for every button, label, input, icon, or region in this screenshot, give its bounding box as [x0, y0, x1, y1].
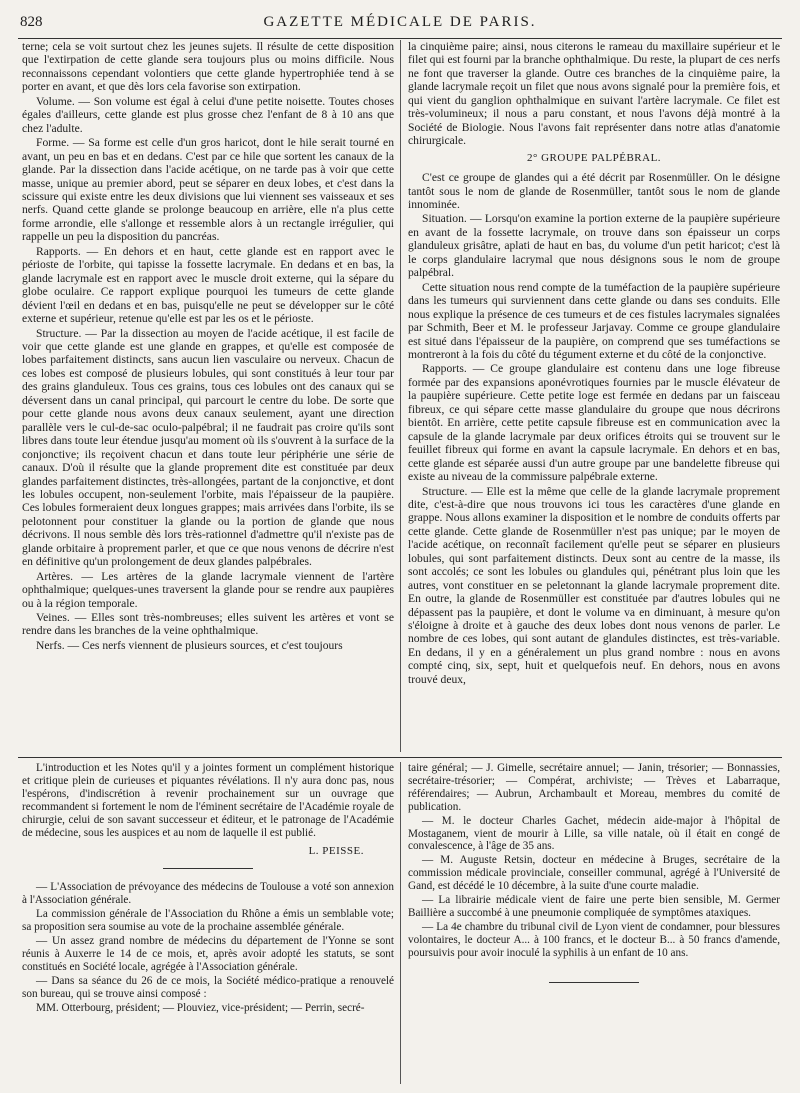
news-item: — La 4e chambre du tribunal civil de Lyon vient de condamner, pour blessures volontaires, le docteur A... à 100 francs, et le docteur B... à 50 francs d'amende, poursuivis pour avoir inoculé la syphilis à un enfant de 10 ans.: [408, 920, 780, 959]
paragraph: Veines. — Elles sont très-nombreuses; elles suivent les artères et vont se rendre dans les branches de la veine ophthalmique.: [22, 611, 394, 638]
paragraph: Rapports. — En dehors et en haut, cette glande est en rapport avec le périoste de l'orbite, qui tapisse la fossette lacrymale. En dedans et en bas, la glande lacrymale est en rapport avec le muscle droit externe, qui la sépare du globe oculaire. Ce rapport explique pourquoi les tumeurs de cette glande dévient l'œil en dedans et en bas, puisqu'elle ne peut se développer sur le côté externe et supérieur, retenue qu'elle est par les os et le périoste.: [22, 244, 394, 326]
paragraph: C'est ce groupe de glandes qui a été décrit par Rosenmüller. On le désigne tantôt sous le nom de glande de Rosenmüller, tantôt sous le nom de glande innominée.: [408, 171, 780, 211]
paragraph: la cinquième paire; ainsi, nous citerons le rameau du maxillaire supérieur et le filet qui est fourni par la branche ophthalmique. Du reste, la plupart de ces nerfs ne font que traverser la glande. Outre ces branches de la cinquième paire, la glande lacrymale reçoit un filet que nous avons signalé pour la première fois, et qui vient du ganglion ophthalmique en suivant l'artère lacrymale. Ce filet est très-volumineux; il nous a paru constant, et nous l'avons déjà montré à la Société de Biologie. Nous l'avons fait représenter dans notre atlas d'anatomie chirurgicale.: [408, 40, 780, 148]
paragraph: Structure. — Par la dissection au moyen de l'acide acétique, il est facile de voir que cette glande est une glande en grappes, et qu'elle est composée de lobes parfaitement distincts, sans aucun lien vasculaire ou nerveux. Chacun de ces lobes est composé de plusieurs lobules, qui sont constitués à leur tour par des grains glanduleux. Tous ces grains, tous ces lobules ont des canaux qui se déversent dans un canal principal, qui parcourt le centre du lobe. De sorte que pour cette glande nous avons deux canaux seulement, ayant une direction parallèle vers le cul-de-sac oculo-palpébral; il ne faudrait pas croire qu'ils sont libres dans toute leur étendue jusqu'au moment où ils s'ouvrent à la surface de la conjonctive; ils reçoivent chacun et dans toute leur périphérie une série de canaux. D'où il résulte que la glande proprement dite est constituée par deux glandes parfaitement distinctes, très-allongées, partant de la conjonctive, et dont les lobules occupent, non-seulement l'orbite, mais l'épaisseur de la paupière. Ces lobules formeraient deux longues grappes; mais arrivées dans l'orbite, ils se pelotonnent pour constituer la glande ou la portion de glande que nous décrivons. Il nous semble dès lors très-rationnel d'admettre qu'il n'existe pas de glande orbitaire à proprement parler, et que ce que nous venons de décrire n'est en définitive qu'un prolongement de deux glandes palpébrales.: [22, 326, 394, 569]
paragraph: L'introduction et les Notes qu'il y a jointes forment un complément historique et critique plein de curieuses et piquantes révélations. Il n'y aura donc pas, nous l'espérons, d'indiscrétion à revenir prochainement sur un ouvrage que recommandent si fortement le nom de l'éminent secrétaire de l'Académie royale de chirurgie, celui de son savant successeur et éditeur, et le patronage de l'Académie de médecine, sous les auspices et au nom de laquelle il est publié.: [22, 762, 394, 839]
right-column-article: [408, 40, 780, 756]
news-item: — M. Auguste Retsin, docteur en médecine à Bruges, secrétaire de la commission médicale provinciale, conseiller communal, agrégé à l'Université de Gand, est décédé le 10 décembre, à la suite d'une courte maladie.: [408, 854, 780, 893]
paragraph: Cette situation nous rend compte de la tuméfaction de la paupière supérieure dans les tumeurs qui surviennent dans cette glande ou dans ses conduits. Elle nous explique la présence de ces tumeurs et de ces fistules lacrymales signalées par Schmith, Beer et M. le professeur Jarjavay. Comme ce groupe glandulaire est situé dans l'épaisseur de la paupière, on comprend que ses tuméfactions se montreront à la fois du côté du tégument externe et du côté de la conjonctive.: [408, 280, 780, 361]
column-divider: [400, 762, 401, 1084]
news-item: taire général; — J. Gimelle, secrétaire annuel; — Janin, trésorier; — Bonnassies, secrétaire-trésorier; — Compérat, archiviste; — Trèves et Labarraque, référendaires; — Aubrun, Archambault et Moreau, membres du comité de publication.: [408, 762, 780, 813]
paragraph: Nerfs. — Ces nerfs viennent de plusieurs sources, et c'est toujours: [36, 638, 343, 652]
paragraph: Situation. — Lorsqu'on examine la portion externe de la paupière supérieure en avant de la fossette lacrymale, on trouve dans son épaisseur un corps glanduleux grisâtre, aplati de haut en bas, du volume d'un petit haricot; c'est là le corps glandulaire lacrymal que nous désignons sous le nom de groupe palpébral.: [408, 212, 780, 280]
separator-rule: [163, 868, 253, 869]
paragraph: Artères. — Les artères de la glande lacrymale viennent de l'artère ophthalmique; quelques-unes traversent la glande pour se rendre aux paupières ou à la région temporale.: [22, 569, 394, 610]
feuilleton-rule: [18, 757, 782, 758]
news-item: MM. Otterbourg, président; — Plouviez, vice-président; — Perrin, secré-: [36, 1001, 365, 1014]
news-item: — M. le docteur Charles Gachet, médecin aide-major à l'hôpital de Mostaganem, vient de mourir à Lille, sa ville natale, où il était en congé de convalescence, à l'âge de 35 ans.: [408, 814, 780, 853]
page-number: 828: [20, 14, 43, 30]
left-column-news: [22, 762, 394, 1082]
right-column-news: [408, 762, 780, 1082]
news-item: — Dans sa séance du 26 de ce mois, la Société médico-pratique a renouvelé son bureau, qui se trouve ainsi composé :: [22, 974, 394, 1000]
author-signature: L. PEISSE.: [308, 845, 364, 858]
section-heading: 2° GROUPE PALPÉBRAL.: [526, 151, 662, 164]
paragraph: Volume. — Son volume est égal à celui d'une petite noisette. Toutes choses égales d'ailleurs, cette glande est plus grosse chez l'enfant de 8 à 10 ans que chez l'adulte.: [22, 94, 394, 135]
news-item: La commission générale de l'Association du Rhône a émis un semblable vote; sa proposition sera soumise au vote de la prochaine assemblée générale.: [22, 908, 394, 934]
news-item: — Un assez grand nombre de médecins du département de l'Yonne se sont réunis à Auxerre le 14 de ce mois, et, après avoir adopté les statuts, se sont constitués en Société locale, agrégée à l'Association générale.: [22, 934, 394, 973]
news-item: — L'Association de prévoyance des médecins de Toulouse a voté son annexion à l'Association générale.: [22, 881, 394, 907]
paragraph: Structure. — Elle est la même que celle de la glande lacrymale proprement dite, c'est-à-dire que nous trouvons ici tous les caractères d'une glande en grappe. Nous allons examiner la disposition et le nombre de conduits offerts par cette glande. Cette glande de Rosenmüller n'est pas unique; par le moyen de l'acide acétique, on reconnaît facilement qu'elle peut se séparer en plusieurs lobules, qui sont parfaitement distincts. Deux sont au centre de la masse, ils sont accolés; ce sont les lobules ou glandules qui, pénétrant plus loin que les autres, vont constituer en se peletonnant la glande lacrymale proprement dite. En outre, la glande de Rosenmüller est constituée par d'autres lobules qui ne dépassent pas la paupière, et dont le volume va en diminuant, à mesure qu'on s'éloigne à droite et à gauche des deux lobes dont nous venons de parler. Le nombre de ces lobes, qui sont autant de glandules distinctes, est très-variable. En dedans, il y en a généralement un plus grand nombre : nous en avons compté cinq, six, sept, huit et quelquefois neuf. En dehors, nous en avons trouvé deux,: [408, 484, 780, 686]
paragraph: terne; cela se voit surtout chez les jeunes sujets. Il résulte de cette disposition que l'extirpation de cette glande sera toujours plus ou moins difficile. Nous reconnaissons cependant volontiers que cette glande hypertrophiée tend à se porter en avant, et que dès lors cela favorise son extirpation.: [22, 40, 394, 94]
separator-rule: [549, 982, 639, 983]
left-column-article: [22, 40, 394, 756]
header-rule: [18, 38, 782, 39]
page-header: [20, 14, 780, 36]
paragraph: Rapports. — Ce groupe glandulaire est contenu dans une loge fibreuse formée par des expansions aponévrotiques fournies par le muscle élévateur de la paupière supérieure. Cette petite loge est fermée en dedans par un faisceau fibreux, ce qui sépare cette masse glandulaire du groupe que nous décrirons bientôt. En arrière, cette petite capsule fibreuse est en communication avec la capsule de la glande lacrymale par deux orifices étroits qui se trouvent sur le feuillet fibreux qui forme en avant la capsule lacrymale. En dehors et en bas, cette glande est séparée aussi d'un autre groupe par une bandelette fibreuse qui existe au niveau de la commissure palpébrale externe.: [408, 362, 780, 484]
news-item: — La librairie médicale vient de faire une perte bien sensible, M. Germer Baillière a succombé à une pneumonie compliquée de symptômes ataxiques.: [408, 894, 780, 919]
running-title: GAZETTE MÉDICALE DE PARIS.: [263, 14, 537, 30]
column-divider: [400, 40, 401, 752]
paragraph: Forme. — Sa forme est celle d'un gros haricot, dont le hile serait tourné en avant, un peu en bas et en dedans. C'est par ce hile que sortent les canaux de la glande. Par la dissection dans l'acide acétique, on ne tarde pas à voir que cette masse, unique au premier abord, peut se séparer en deux lobes, et c'est dans la scissure qui existe entre les deux divisions que lui viennent ses vaisseaux et ses nerfs. Quand cette glande se prolonge beaucoup en arrière, elle n'a plus cette forme arrondie, elle s'allonge et ressemble alors à un rectangle irrégulier, qui rappelle un peu la disposition du pancréas.: [22, 136, 394, 244]
